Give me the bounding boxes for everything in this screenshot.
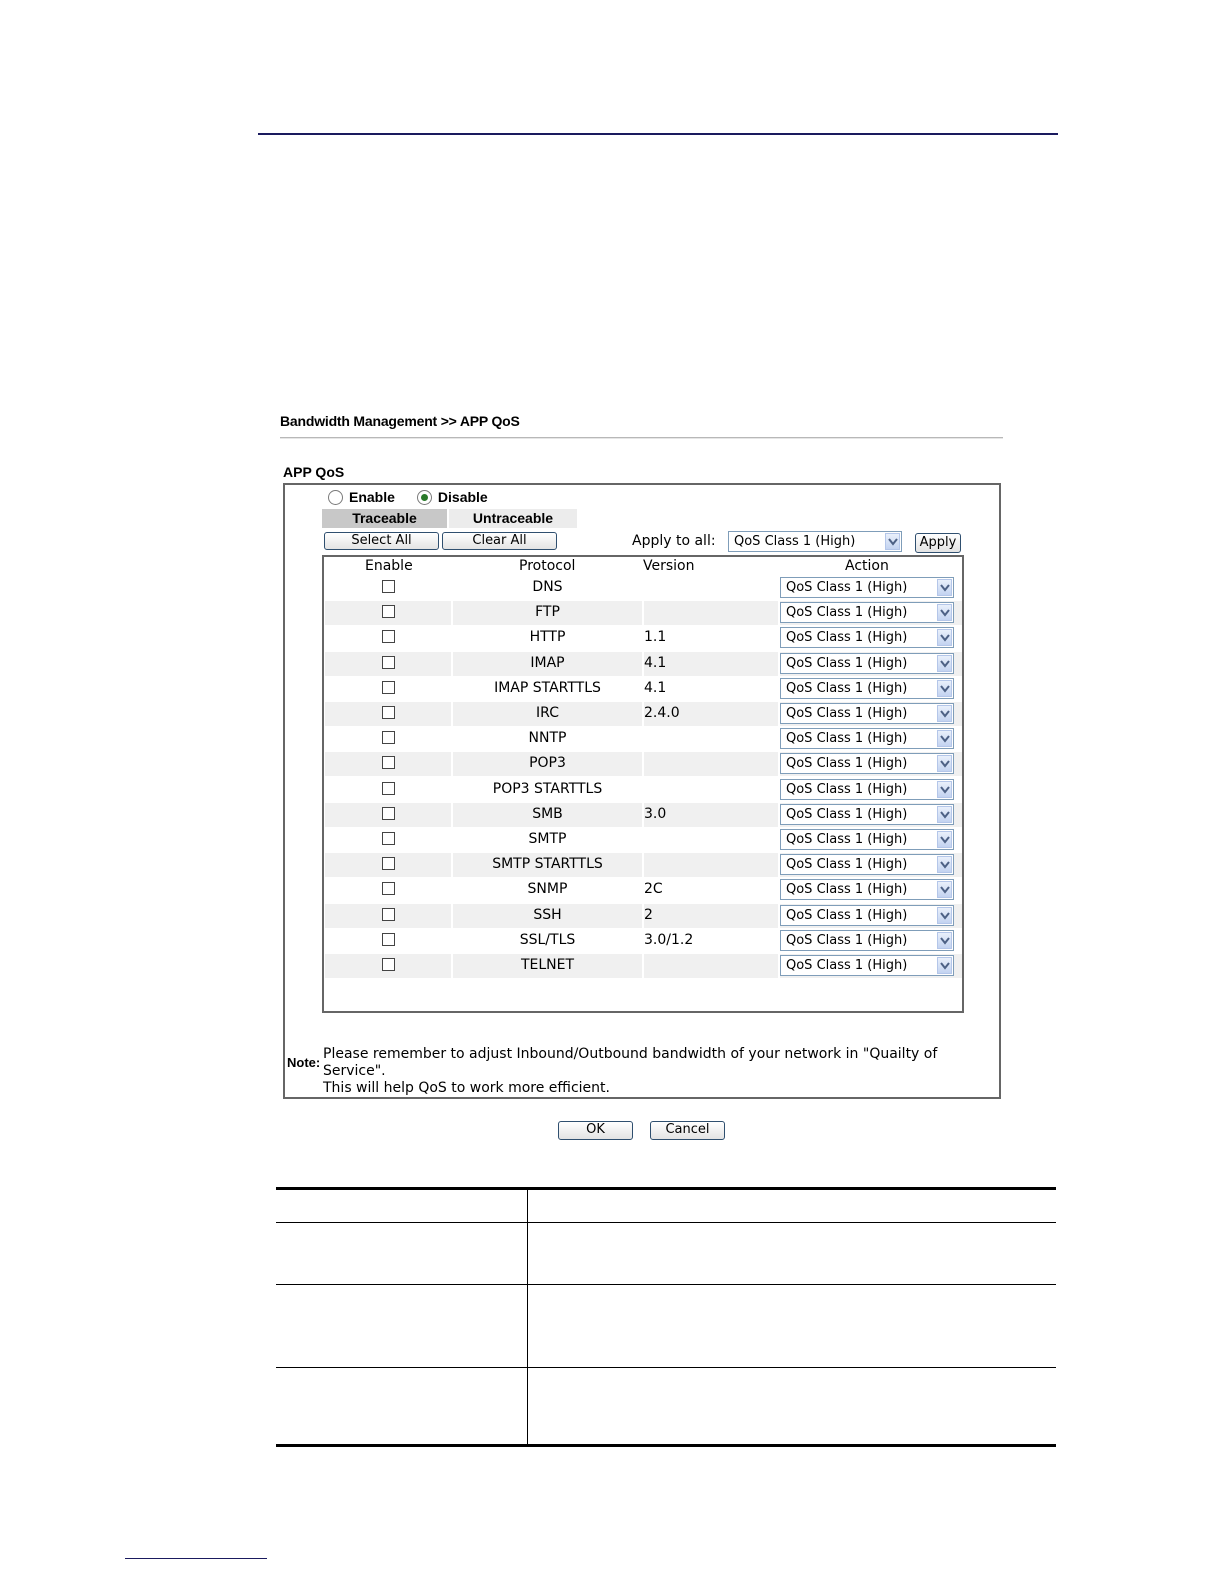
protocol-name: IRC [536,705,559,721]
version-cell [644,853,778,877]
chevron-down-icon[interactable] [937,907,952,924]
action-select[interactable] [780,678,954,699]
action-cell [780,954,962,978]
note-line-2: This will help QoS to work more efficient. [323,1080,610,1096]
enable-checkbox[interactable] [382,958,395,971]
action-value: QoS Class 1 (High) [786,782,908,797]
action-select[interactable] [780,653,954,674]
protocol-cell [453,878,642,902]
action-cell [780,752,962,776]
action-select[interactable] [780,804,954,825]
action-cell [780,601,962,625]
action-select[interactable] [780,577,954,598]
enable-cell [325,803,451,827]
version-cell [644,702,778,726]
protocol-cell [453,702,642,726]
chevron-down-icon[interactable] [937,730,952,747]
version-cell [644,677,778,701]
table-row [325,954,962,978]
action-value: QoS Class 1 (High) [786,832,908,847]
ok-button[interactable]: OK [558,1121,633,1140]
protocol-cell [453,752,642,776]
action-value: QoS Class 1 (High) [786,605,908,620]
enable-checkbox[interactable] [382,882,395,895]
description-table [276,1187,1056,1447]
protocol-cell [453,626,642,650]
action-value: QoS Class 1 (High) [786,580,908,595]
protocol-name: IMAP [530,655,565,671]
protocol-name: TELNET [520,957,575,973]
protocol-cell [453,778,642,802]
enable-cell [325,904,451,928]
enable-checkbox[interactable] [382,807,395,820]
action-select[interactable] [780,728,954,749]
action-select[interactable] [780,627,954,648]
enable-radio-label: Enable [349,489,395,505]
action-select[interactable] [780,829,954,850]
version-cell [644,828,778,852]
protocol-cell [453,929,642,953]
description-table-column-divider [527,1187,528,1446]
note-line-1: Please remember to adjust Inbound/Outbound bandwidth of your network in "Quailty of Service". [323,1046,938,1079]
enable-cell [325,752,451,776]
action-cell [780,702,962,726]
action-cell [780,626,962,650]
protocol-cell [453,601,642,625]
cancel-button[interactable]: Cancel [650,1121,725,1140]
table-row [325,652,962,676]
action-select[interactable] [780,955,954,976]
chevron-down-icon[interactable] [937,831,952,848]
enable-checkbox[interactable] [382,857,395,870]
protocol-cell [453,954,642,978]
protocol-name: HTTP [529,629,566,645]
enable-radio[interactable] [328,489,395,505]
tab-traceable[interactable]: Traceable [322,509,447,528]
protocol-name: FTP [535,604,560,620]
enable-checkbox[interactable] [382,681,395,694]
column-header-enable: Enable [365,558,413,574]
enable-radio-icon[interactable] [328,490,343,505]
table-row [325,601,962,625]
version-cell [644,878,778,902]
action-value: QoS Class 1 (High) [786,908,908,923]
protocol-name: SSL/TLS [519,932,576,948]
action-select[interactable] [780,779,954,800]
apply-to-all-label: Apply to all: [632,533,716,549]
column-header-version: Version [643,558,695,574]
enable-checkbox[interactable] [382,782,395,795]
action-value: QoS Class 1 (High) [786,958,908,973]
column-header-action: Action [845,558,889,574]
protocol-name: SSH [533,907,562,923]
enable-cell [325,929,451,953]
description-table-rule [276,1284,1056,1285]
protocol-name: IMAP STARTTLS [494,680,601,696]
table-row [325,752,962,776]
note-text [323,1046,993,1097]
enable-checkbox[interactable] [382,630,395,643]
protocol-cell [453,853,642,877]
protocol-cell [453,828,642,852]
enable-cell [325,878,451,902]
chevron-down-icon[interactable] [937,957,952,974]
protocol-name: POP3 [529,755,566,771]
action-cell [780,929,962,953]
action-cell [780,677,962,701]
enable-cell [325,954,451,978]
version-cell [644,904,778,928]
enable-cell [325,652,451,676]
table-row [325,853,962,877]
action-select[interactable] [780,905,954,926]
protocol-name: SMTP [528,831,567,847]
enable-cell [325,778,451,802]
disable-radio[interactable] [417,489,488,505]
enable-checkbox[interactable] [382,933,395,946]
enable-checkbox[interactable] [382,580,395,593]
action-select[interactable] [780,753,954,774]
version-cell [644,601,778,625]
protocol-version: 1.1 [644,629,667,645]
protocol-name: SMTP STARTTLS [492,856,603,872]
enable-cell [325,828,451,852]
version-cell [644,626,778,650]
action-value: QoS Class 1 (High) [786,681,908,696]
page-header-rule [258,133,1058,135]
chevron-down-icon[interactable] [937,579,952,596]
footnote-rule [125,1558,267,1559]
table-row [325,626,962,650]
protocol-name: SNMP [527,881,568,897]
disable-radio-icon[interactable] [417,490,432,505]
chevron-down-icon[interactable] [937,604,952,621]
action-value: QoS Class 1 (High) [786,882,908,897]
version-cell [644,929,778,953]
protocol-version: 2C [644,881,663,897]
description-table-rule [276,1367,1056,1368]
action-select[interactable] [780,854,954,875]
chevron-down-icon[interactable] [937,932,952,949]
table-row [325,828,962,852]
protocol-version: 4.1 [644,680,667,696]
action-cell [780,803,962,827]
chevron-down-icon[interactable] [937,755,952,772]
chevron-down-icon[interactable] [937,856,952,873]
apply-button[interactable]: Apply [915,533,961,553]
protocol-name: NNTP [528,730,567,746]
action-cell [780,778,962,802]
version-cell [644,752,778,776]
protocol-name: SMB [532,806,563,822]
chevron-down-icon[interactable] [937,655,952,672]
action-value: QoS Class 1 (High) [786,756,908,771]
action-cell [780,904,962,928]
action-select[interactable] [780,703,954,724]
protocol-cell [453,677,642,701]
enable-checkbox[interactable] [382,832,395,845]
table-row [325,904,962,928]
version-cell [644,778,778,802]
protocol-cell [453,904,642,928]
protocol-version: 4.1 [644,655,667,671]
chevron-down-icon[interactable] [937,806,952,823]
mode-radio-group [328,489,510,505]
action-cell [780,878,962,902]
protocol-tabs [322,509,577,528]
select-all-button[interactable]: Select All [324,532,439,550]
version-cell [644,652,778,676]
enable-checkbox[interactable] [382,731,395,744]
enable-checkbox[interactable] [382,656,395,669]
enable-cell [325,677,451,701]
protocol-cell [453,727,642,751]
breadcrumb: Bandwidth Management >> APP QoS [280,413,520,429]
protocol-cell [453,652,642,676]
protocol-version: 3.0/1.2 [644,932,694,948]
version-cell [644,576,778,600]
action-cell [780,853,962,877]
enable-checkbox[interactable] [382,706,395,719]
action-value: QoS Class 1 (High) [786,656,908,671]
enable-cell [325,601,451,625]
action-value: QoS Class 1 (High) [786,933,908,948]
table-row [325,778,962,802]
action-select[interactable] [780,602,954,623]
protocol-version: 2 [644,907,653,923]
enable-checkbox[interactable] [382,908,395,921]
protocol-version: 2.4.0 [644,705,680,721]
action-select[interactable] [780,879,954,900]
chevron-down-icon[interactable] [937,881,952,898]
table-row [325,677,962,701]
protocol-version: 3.0 [644,806,667,822]
action-cell [780,828,962,852]
version-cell [644,727,778,751]
enable-cell [325,626,451,650]
chevron-down-icon[interactable] [937,781,952,798]
chevron-down-icon[interactable] [937,680,952,697]
action-value: QoS Class 1 (High) [786,807,908,822]
enable-cell [325,727,451,751]
action-value: QoS Class 1 (High) [786,731,908,746]
breadcrumb-divider [280,437,1003,439]
table-row [325,576,962,600]
disable-radio-label: Disable [437,489,488,505]
protocol-name: POP3 STARTTLS [492,781,603,797]
action-value: QoS Class 1 (High) [786,630,908,645]
action-value: QoS Class 1 (High) [786,857,908,872]
protocol-name: DNS [532,579,563,595]
tab-untraceable[interactable]: Untraceable [449,509,577,528]
enable-cell [325,702,451,726]
enable-checkbox[interactable] [382,605,395,618]
action-cell [780,652,962,676]
enable-checkbox[interactable] [382,756,395,769]
description-table-bottom-rule [276,1444,1056,1447]
chevron-down-icon[interactable] [937,629,952,646]
action-cell [780,727,962,751]
section-title: APP QoS [283,464,345,480]
version-cell [644,954,778,978]
description-table-rule [276,1222,1056,1223]
chevron-down-icon[interactable] [885,533,900,550]
note-label: Note: [287,1055,321,1070]
action-select[interactable] [780,930,954,951]
table-row [325,929,962,953]
table-row [325,727,962,751]
protocol-cell [453,803,642,827]
table-row [325,803,962,827]
apply-to-all-value: QoS Class 1 (High) [734,534,856,549]
action-value: QoS Class 1 (High) [786,706,908,721]
table-row [325,702,962,726]
version-cell [644,803,778,827]
table-row [325,878,962,902]
chevron-down-icon[interactable] [937,705,952,722]
protocol-cell [453,576,642,600]
column-header-protocol: Protocol [519,558,576,574]
apply-to-all-select[interactable] [728,531,902,552]
action-cell [780,576,962,600]
enable-cell [325,853,451,877]
clear-all-button[interactable]: Clear All [442,532,557,550]
enable-cell [325,576,451,600]
description-table-top-rule [276,1187,1056,1190]
